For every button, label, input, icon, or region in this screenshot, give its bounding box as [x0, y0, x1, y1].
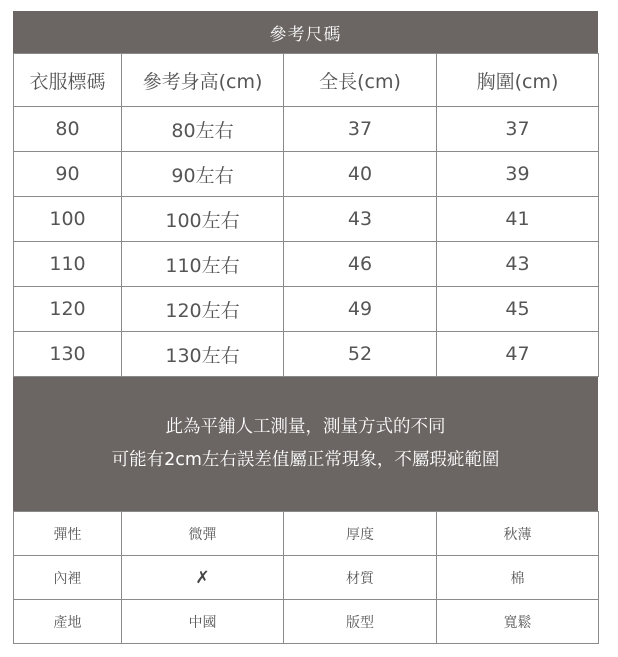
cell-size: 130 [14, 332, 122, 377]
spec-value-origin: 中國 [122, 600, 284, 644]
cell-length: 46 [284, 242, 437, 287]
table-row [14, 556, 599, 600]
cell-chest: 41 [437, 197, 599, 242]
cell-height: 120左右 [122, 287, 284, 332]
table-row [14, 600, 599, 644]
spec-table [13, 511, 599, 644]
header-chest: 胸圍(cm) [437, 54, 599, 107]
cell-length: 52 [284, 332, 437, 377]
measurement-note [13, 377, 598, 511]
size-chart [13, 11, 598, 644]
header-height: 參考身高(cm) [122, 54, 284, 107]
cell-length: 37 [284, 107, 437, 152]
cell-size: 110 [14, 242, 122, 287]
header-size-label: 衣服標碼 [14, 54, 122, 107]
cell-height: 80左右 [122, 107, 284, 152]
cell-length: 49 [284, 287, 437, 332]
table-row [14, 242, 599, 287]
cell-chest: 43 [437, 242, 599, 287]
spec-value-elasticity: 微彈 [122, 512, 284, 556]
cell-size: 80 [14, 107, 122, 152]
table-row [14, 152, 599, 197]
spec-label-material: 材質 [284, 556, 437, 600]
size-table [13, 53, 599, 377]
cell-chest: 45 [437, 287, 599, 332]
cell-size: 100 [14, 197, 122, 242]
cell-length: 43 [284, 197, 437, 242]
spec-label-fit: 版型 [284, 600, 437, 644]
cell-height: 110左右 [122, 242, 284, 287]
spec-value-thickness: 秋薄 [437, 512, 599, 556]
cell-height: 130左右 [122, 332, 284, 377]
spec-label-thickness: 厚度 [284, 512, 437, 556]
spec-label-lining: 內裡 [14, 556, 122, 600]
table-row [14, 512, 599, 556]
table-row [14, 332, 599, 377]
header-length: 全長(cm) [284, 54, 437, 107]
table-row [14, 287, 599, 332]
cell-chest: 39 [437, 152, 599, 197]
spec-label-elasticity: 彈性 [14, 512, 122, 556]
cell-size: 90 [14, 152, 122, 197]
note-line-2: 可能有2cm左右誤差值屬正常現象，不屬瑕疵範圍 [111, 450, 500, 470]
cross-icon: ✗ [122, 556, 284, 600]
cell-height: 100左右 [122, 197, 284, 242]
note-line-1: 此為平鋪人工測量，測量方式的不同 [165, 417, 446, 437]
cell-chest: 37 [437, 107, 599, 152]
cell-height: 90左右 [122, 152, 284, 197]
size-table-header-row [14, 54, 599, 107]
spec-label-origin: 產地 [14, 600, 122, 644]
cell-chest: 47 [437, 332, 599, 377]
table-row [14, 107, 599, 152]
spec-value-material: 棉 [437, 556, 599, 600]
spec-value-fit: 寬鬆 [437, 600, 599, 644]
table-row [14, 197, 599, 242]
chart-title: 參考尺碼 [13, 11, 598, 53]
cell-size: 120 [14, 287, 122, 332]
cell-length: 40 [284, 152, 437, 197]
